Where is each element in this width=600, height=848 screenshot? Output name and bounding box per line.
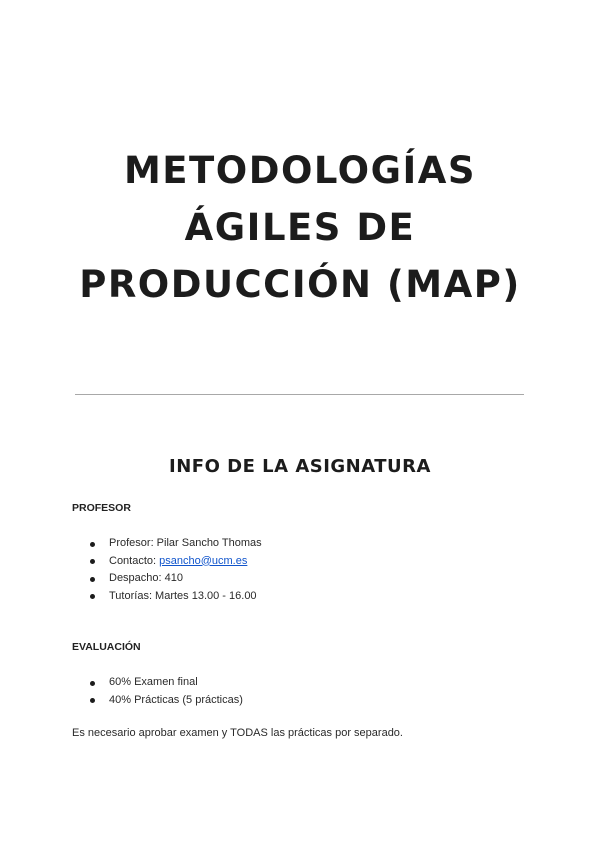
evaluacion-list xyxy=(90,674,243,709)
practice-weight-text: 40% Prácticas (5 prácticas) xyxy=(109,693,243,706)
list-item xyxy=(90,692,243,710)
bullet-icon xyxy=(90,698,95,703)
contact-prefix: Contacto: xyxy=(109,554,160,567)
title-line-1: METODOLOGÍAS xyxy=(123,149,477,192)
list-item xyxy=(90,535,262,553)
section-title: INFO DE LA ASIGNATURA xyxy=(169,456,431,477)
bullet-icon xyxy=(90,681,95,686)
list-item xyxy=(90,570,262,588)
list-item xyxy=(90,674,243,692)
bullet-icon xyxy=(90,577,95,582)
bullet-icon xyxy=(90,594,95,599)
evaluacion-label: EVALUACIÓN xyxy=(72,641,141,653)
bullet-icon xyxy=(90,542,95,547)
list-item xyxy=(90,553,262,571)
exam-weight-text: 60% Examen final xyxy=(109,676,198,688)
list-item xyxy=(90,588,262,606)
office-hours-text: Tutorías: Martes 13.00 - 16.00 xyxy=(109,589,257,602)
profesor-list xyxy=(90,535,262,605)
bullet-icon xyxy=(90,559,95,564)
profesor-name: Profesor: Pilar Sancho Thomas xyxy=(109,537,262,549)
email-link[interactable]: psancho@ucm.es xyxy=(159,554,248,567)
title-line-2: ÁGILES DE xyxy=(184,206,416,249)
requirement-note: Es necesario aprobar examen y TODAS las prácticas por separado. xyxy=(72,727,403,739)
profesor-label: PROFESOR xyxy=(72,502,131,514)
horizontal-divider xyxy=(75,394,524,395)
title-line-3: PRODUCCIÓN (MAP) xyxy=(79,263,521,306)
office-text: Despacho: 410 xyxy=(109,572,183,584)
document-title xyxy=(0,142,600,313)
